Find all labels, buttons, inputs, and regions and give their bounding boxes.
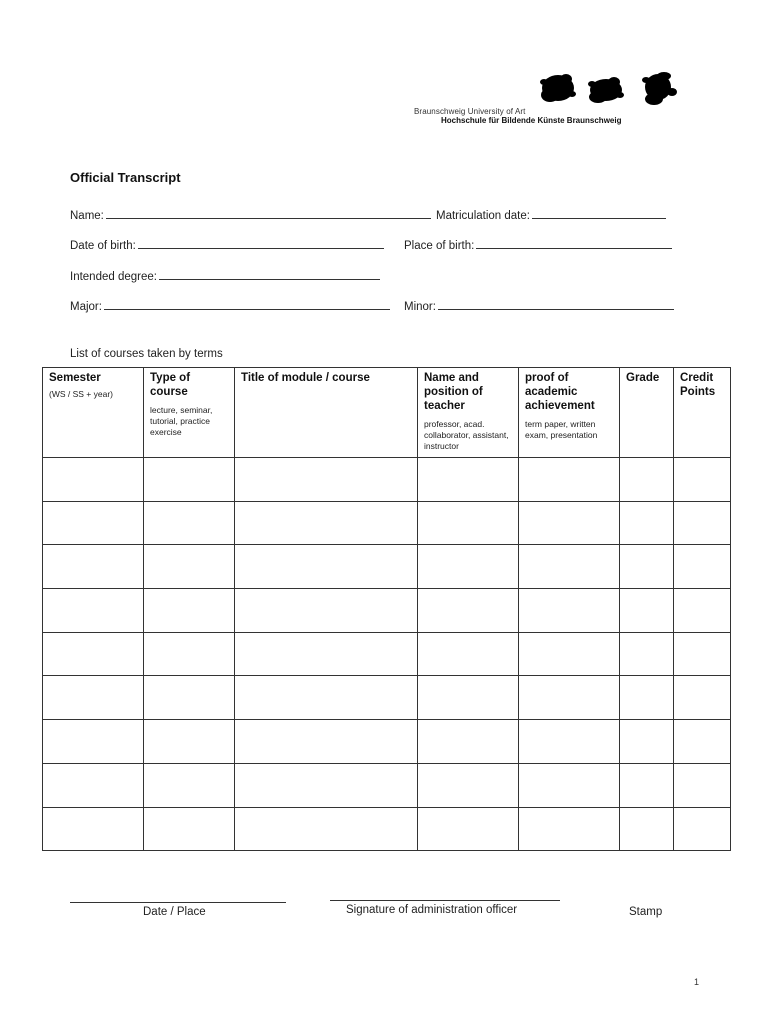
- table-cell[interactable]: [620, 458, 674, 502]
- intended-degree-label: Intended degree:: [70, 271, 157, 283]
- signature-line[interactable]: [330, 900, 560, 901]
- table-cell[interactable]: [519, 545, 620, 589]
- table-cell[interactable]: [519, 720, 620, 764]
- column-note: lecture, seminar, tutorial, practice exercise: [150, 405, 213, 437]
- date-of-birth-label: Date of birth:: [70, 240, 136, 252]
- table-row: [43, 545, 731, 589]
- table-cell[interactable]: [235, 807, 418, 851]
- table-cell[interactable]: [674, 589, 731, 633]
- table-cell[interactable]: [144, 720, 235, 764]
- table-cell[interactable]: [418, 807, 519, 851]
- stamp-label: Stamp: [629, 906, 663, 918]
- minor-label: Minor:: [404, 301, 436, 313]
- logo-ink-blots: [536, 70, 686, 112]
- column-header-credit-points: [674, 368, 731, 458]
- table-cell[interactable]: [674, 763, 731, 807]
- minor-field[interactable]: [404, 301, 674, 313]
- table-cell[interactable]: [418, 545, 519, 589]
- table-cell[interactable]: [235, 545, 418, 589]
- column-header-grade: [620, 368, 674, 458]
- table-cell[interactable]: [418, 589, 519, 633]
- table-cell[interactable]: [43, 632, 144, 676]
- table-cell[interactable]: [418, 632, 519, 676]
- table-cell[interactable]: [519, 676, 620, 720]
- table-cell[interactable]: [43, 589, 144, 633]
- date-of-birth-input-line[interactable]: [138, 247, 384, 249]
- column-title: Grade: [626, 372, 660, 384]
- table-cell[interactable]: [43, 763, 144, 807]
- table-row: [43, 458, 731, 502]
- column-header-semester: [43, 368, 144, 458]
- table-cell[interactable]: [43, 458, 144, 502]
- place-of-birth-input-line[interactable]: [476, 247, 672, 249]
- table-cell[interactable]: [144, 501, 235, 545]
- table-cell[interactable]: [144, 589, 235, 633]
- column-note: professor, acad. collaborator, assistant, instructor: [424, 419, 509, 451]
- logo-subtitle: Braunschweig University of Art: [414, 107, 526, 116]
- table-cell[interactable]: [144, 632, 235, 676]
- table-cell[interactable]: [43, 501, 144, 545]
- table-cell[interactable]: [235, 458, 418, 502]
- page-number: 1: [694, 977, 700, 987]
- table-cell[interactable]: [418, 720, 519, 764]
- table-row: [43, 720, 731, 764]
- table-row: [43, 807, 731, 851]
- table-row: [43, 632, 731, 676]
- column-title: Title of module / course: [241, 372, 370, 384]
- table-cell[interactable]: [674, 632, 731, 676]
- column-header-teacher: [418, 368, 519, 458]
- table-cell[interactable]: [519, 501, 620, 545]
- table-cell[interactable]: [620, 676, 674, 720]
- table-cell[interactable]: [620, 632, 674, 676]
- table-cell[interactable]: [620, 545, 674, 589]
- matriculation-date-field[interactable]: [436, 210, 666, 222]
- name-input-line[interactable]: [106, 217, 431, 219]
- major-field[interactable]: [70, 301, 390, 313]
- table-cell[interactable]: [43, 676, 144, 720]
- column-header-type-of-course: [144, 368, 235, 458]
- place-of-birth-field[interactable]: [404, 240, 672, 252]
- major-input-line[interactable]: [104, 308, 390, 310]
- table-cell[interactable]: [674, 501, 731, 545]
- table-cell[interactable]: [235, 501, 418, 545]
- table-cell[interactable]: [418, 501, 519, 545]
- table-cell[interactable]: [144, 807, 235, 851]
- column-header-title-of-module: [235, 368, 418, 458]
- table-cell[interactable]: [519, 632, 620, 676]
- column-title: Type of course: [150, 372, 191, 398]
- name-field[interactable]: [70, 210, 431, 222]
- table-row: [43, 763, 731, 807]
- page-title: Official Transcript: [70, 170, 181, 185]
- column-note: (WS / SS + year): [49, 389, 113, 399]
- table-cell[interactable]: [235, 676, 418, 720]
- place-of-birth-label: Place of birth:: [404, 240, 475, 252]
- column-title: Semester: [49, 372, 101, 384]
- intended-degree-field[interactable]: [70, 271, 380, 283]
- column-title: Credit Points: [680, 372, 716, 398]
- table-header-row: [43, 368, 731, 458]
- table-cell[interactable]: [674, 545, 731, 589]
- table-cell[interactable]: [418, 676, 519, 720]
- table-cell[interactable]: [144, 545, 235, 589]
- table-cell[interactable]: [674, 807, 731, 851]
- table-cell[interactable]: [674, 458, 731, 502]
- table-cell[interactable]: [519, 589, 620, 633]
- table-cell[interactable]: [519, 807, 620, 851]
- table-cell[interactable]: [235, 763, 418, 807]
- table-cell[interactable]: [674, 720, 731, 764]
- logo-institution-name: Hochschule für Bildende Künste Braunschweig: [441, 116, 622, 125]
- column-note: term paper, written exam, presentation: [525, 419, 598, 440]
- major-label: Major:: [70, 301, 102, 313]
- column-header-proof-of-achievement: [519, 368, 620, 458]
- date-place-label: Date / Place: [143, 906, 206, 918]
- minor-input-line[interactable]: [438, 308, 674, 310]
- table-cell[interactable]: [418, 763, 519, 807]
- date-of-birth-field[interactable]: [70, 240, 384, 252]
- column-title: Name and position of teacher: [424, 372, 483, 412]
- table-cell[interactable]: [43, 807, 144, 851]
- signature-label: Signature of administration officer: [346, 904, 518, 916]
- table-cell[interactable]: [620, 763, 674, 807]
- name-label: Name:: [70, 210, 104, 222]
- table-cell[interactable]: [620, 501, 674, 545]
- table-cell[interactable]: [235, 720, 418, 764]
- table-caption: List of courses taken by terms: [70, 348, 223, 360]
- table-body: [43, 458, 731, 851]
- table-cell[interactable]: [144, 458, 235, 502]
- table-cell[interactable]: [144, 676, 235, 720]
- table-cell[interactable]: [418, 458, 519, 502]
- table-cell[interactable]: [43, 720, 144, 764]
- table-cell[interactable]: [620, 720, 674, 764]
- table-row: [43, 501, 731, 545]
- table-cell[interactable]: [620, 589, 674, 633]
- table-cell[interactable]: [519, 458, 620, 502]
- table-cell[interactable]: [674, 676, 731, 720]
- matriculation-date-input-line[interactable]: [532, 217, 666, 219]
- table-row: [43, 589, 731, 633]
- table-cell[interactable]: [43, 545, 144, 589]
- table-cell[interactable]: [620, 807, 674, 851]
- table-cell[interactable]: [144, 763, 235, 807]
- date-place-line[interactable]: [70, 902, 286, 903]
- matriculation-date-label: Matriculation date:: [436, 210, 530, 222]
- table-cell[interactable]: [235, 632, 418, 676]
- courses-table: [42, 367, 731, 851]
- table-cell[interactable]: [519, 763, 620, 807]
- intended-degree-input-line[interactable]: [159, 278, 380, 280]
- table-row: [43, 676, 731, 720]
- table-cell[interactable]: [235, 589, 418, 633]
- column-title: proof of academic achievement: [525, 372, 595, 412]
